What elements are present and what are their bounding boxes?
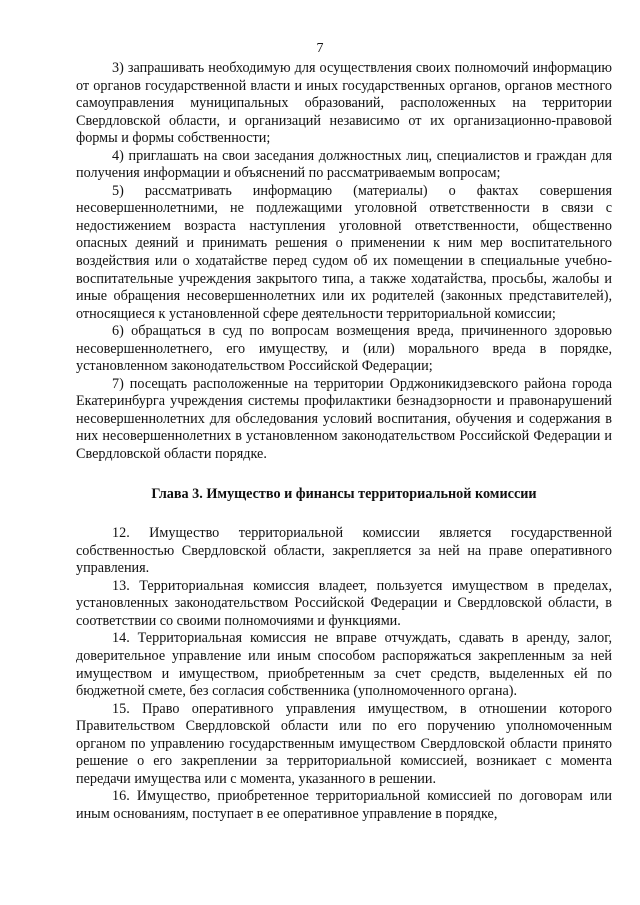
paragraph-13: 13. Территориальная комиссия владеет, пользуется имуществом в пределах, установленных законодательством Российской Федерации и Свердловской области, в соответствии со своими полномочиями и функциями. [76,577,612,629]
paragraph-item-7: 7) посещать расположенные на территории Орджоникидзевского района города Екатеринбурга учреждения системы профилактики безнадзорности и правонарушений несовершеннолетних для обследования условий воспитания, обучения и содержания в них несовершеннолетних в установленном законодательством Российской Федерации и Свердловской области порядке. [76,375,612,463]
paragraph-item-3: 3) запрашивать необходимую для осуществления своих полномочий информацию от органов государственной власти и иных государственных органов, органов местного самоуправления муниципальных образований, расположенных на территории Свердловской области, и организаций независимо от их организационно-правовой формы и формы собственности; [76,60,612,147]
paragraph-14: 14. Территориальная комиссия не вправе отчуждать, сдавать в аренду, залог, доверительное управление или иным способом распоряжаться закрепленным за ней имуществом и имуществом, приобретенным за счет средств, выделенных ей по бюджетной смете, без согласия собственника (уполномоченного органа). [76,630,612,700]
paragraph-12: 12. Имущество территориальной комиссии является государственной собственностью Свердловской области, закрепляется за ней на праве оперативного управления. [76,525,612,577]
paragraph-16: 16. Имущество, приобретенное территориальной комиссией по договорам или иным основаниям, поступает в ее оперативное управление в порядке, [76,788,612,822]
paragraph-item-6: 6) обращаться в суд по вопросам возмещения вреда, причиненного здоровью несовершеннолетнего, его имуществу, и (или) морального вреда в порядке, установленном законодательством Российской Федерации; [76,323,612,375]
page-number: 7 [316,41,324,56]
paragraph-15: 15. Право оперативного управления имуществом, в отношении которого Правительством Свердловской области или по его поручению уполномоченным органом по управлению государственным имуществом Свердловской области принято решение о его закреплении за территориальной комиссией, возникает с момента передачи имущества или с момента, указанного в решении. [76,700,612,787]
document-body [76,60,612,823]
paragraph-item-5: 5) рассматривать информацию (материалы) о фактах совершения несовершеннолетними, не подлежащими уголовной ответственности в связи с недостижением возраста наступления уголовной ответственности, общественно опасных деяний и принимать решения о применении к ним мер воспитательного воздействия или о ходатайстве перед судом об их помещении в специальные учебно-воспитательные учреждения закрытого типа, а также ходатайства, просьбы, жалобы и иные обращения несовершеннолетних или их родителей (законных представителей), относящиеся к установленной сфере деятельности территориальной комиссии; [76,182,612,322]
paragraph-item-4: 4) приглашать на свои заседания должностных лиц, специалистов и граждан для получения информации и объяснений по рассматриваемым вопросам; [76,147,612,182]
chapter-title: Глава 3. Имущество и финансы территориальной комиссии [151,485,537,502]
